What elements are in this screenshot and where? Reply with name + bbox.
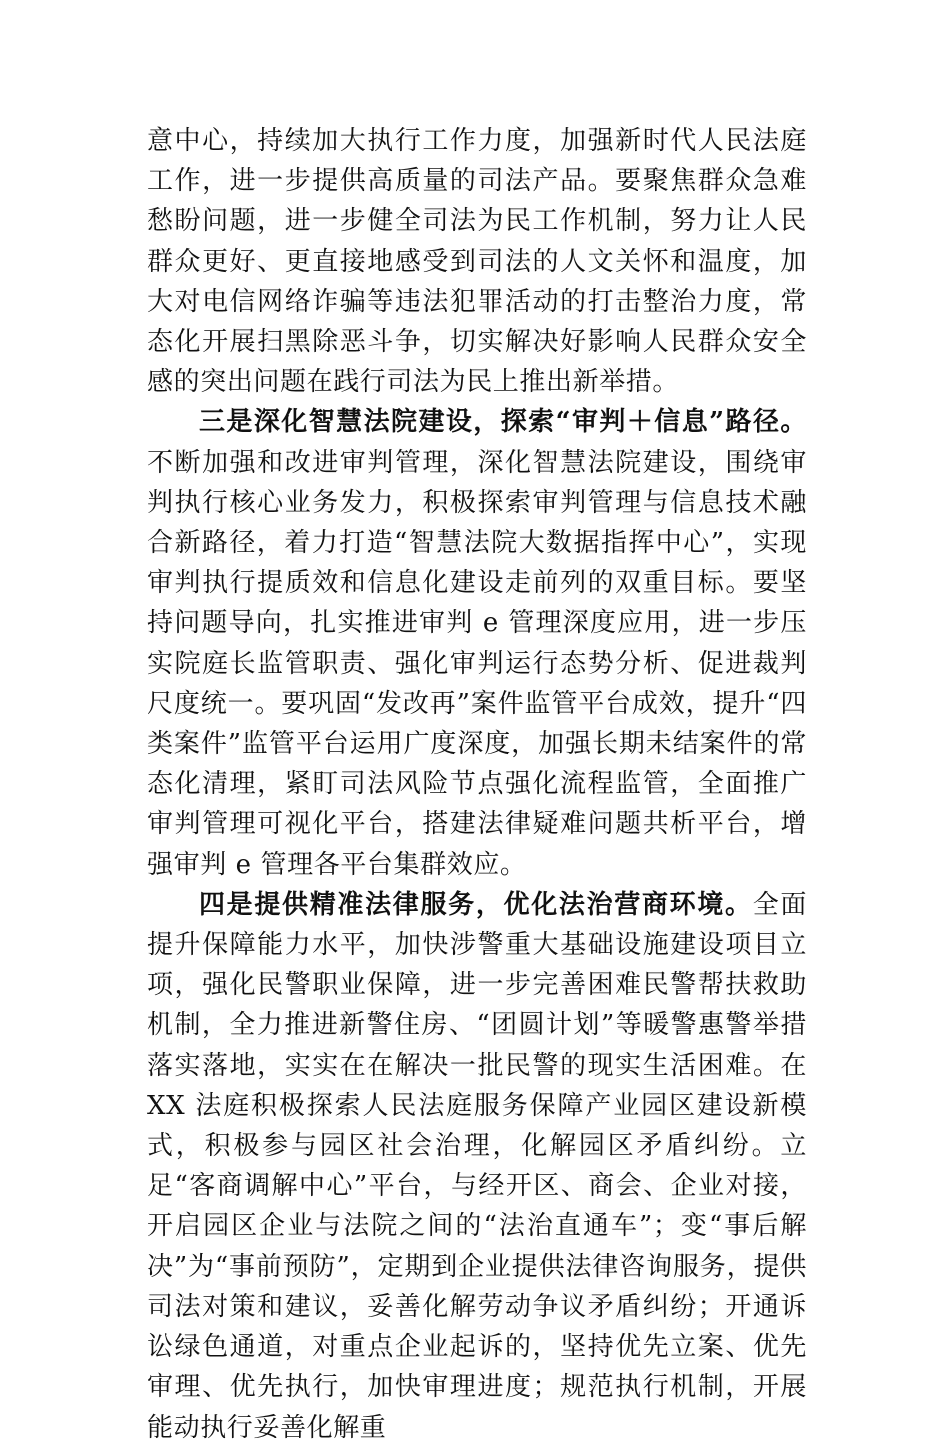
paragraph-text: 意中心，持续加大执行工作力度，加强新时代人民法庭工作，进一步提供高质量的司法产品。要聚焦群众急难愁盼问题，进一步健全司法为民工作机制，努力让人民群众更好、更直接地感受到司法的人文关怀和温度，加大对电信网络诈骗等违法犯罪活动的打击整治力度，常态化开展扫黑除恶斗争，切实解决好影响人民群众安全感的突出问题在践行司法为民上推出新举措。 (147, 126, 807, 398)
paragraph-heading: 四是提供精准法律服务，优化法治营商环境。 (199, 889, 753, 920)
paragraph-text: 不断加强和改进审判管理，深化智慧法院建设，围绕审判执行核心业务发力，积极探索审判管理与信息技术融合新路径，着力打造“智慧法院大数据指挥中心”，实现审判执行提质效和信息化建设走前列的双重目标。要坚持问题导向，扎实推进审判 e 管理深度应用，进一步压实院庭长监管职责、强化审判运行态势分析、促进裁判尺度统一。要巩固“发改再”案件监管平台成效，提升“四类案件”监管平台运用广度深度，加强长期未结案件的常态化清理，紧盯司法风险节点强化流程监管，全面推广审判管理可视化平台，搭建法律疑难问题共析平台，增强审判 e 管理各平台集群效应。 (147, 447, 807, 880)
paragraph-heading: 三是深化智慧法院建设，探索“审判＋信息”路径。 (199, 407, 807, 438)
paragraph-continuation (147, 121, 807, 402)
paragraph-text: 全面提升保障能力水平，加快涉警重大基础设施建设项目立项，强化民警职业保障，进一步完善困难民警帮扶救助机制，全力推进新警住房、“团圆计划”等暖警惠警举措落实落地，实实在在解决一批民警的现实生活困难。在 XX 法庭积极探索人民法庭服务保障产业园区建设新模式，积极参与园区社会治理，化解园区矛盾纠纷。立足“客商调解中心”平台，与经开区、商会、企业对接，开启园区企业与法院之间的“法治直通车”；变“事后解决”为“事前预防”，定期到企业提供法律咨询服务，提供司法对策和建议，妥善化解劳动争议矛盾纠纷；开通诉讼绿色通道，对重点企业起诉的，坚持优先立案、优先审理、优先执行，加快审理进度；规范执行机制，开展能动执行妥善化解重 (147, 889, 807, 1443)
paragraph-section-four (147, 885, 807, 1448)
document-body (147, 121, 807, 1448)
paragraph-section-three (147, 402, 807, 884)
